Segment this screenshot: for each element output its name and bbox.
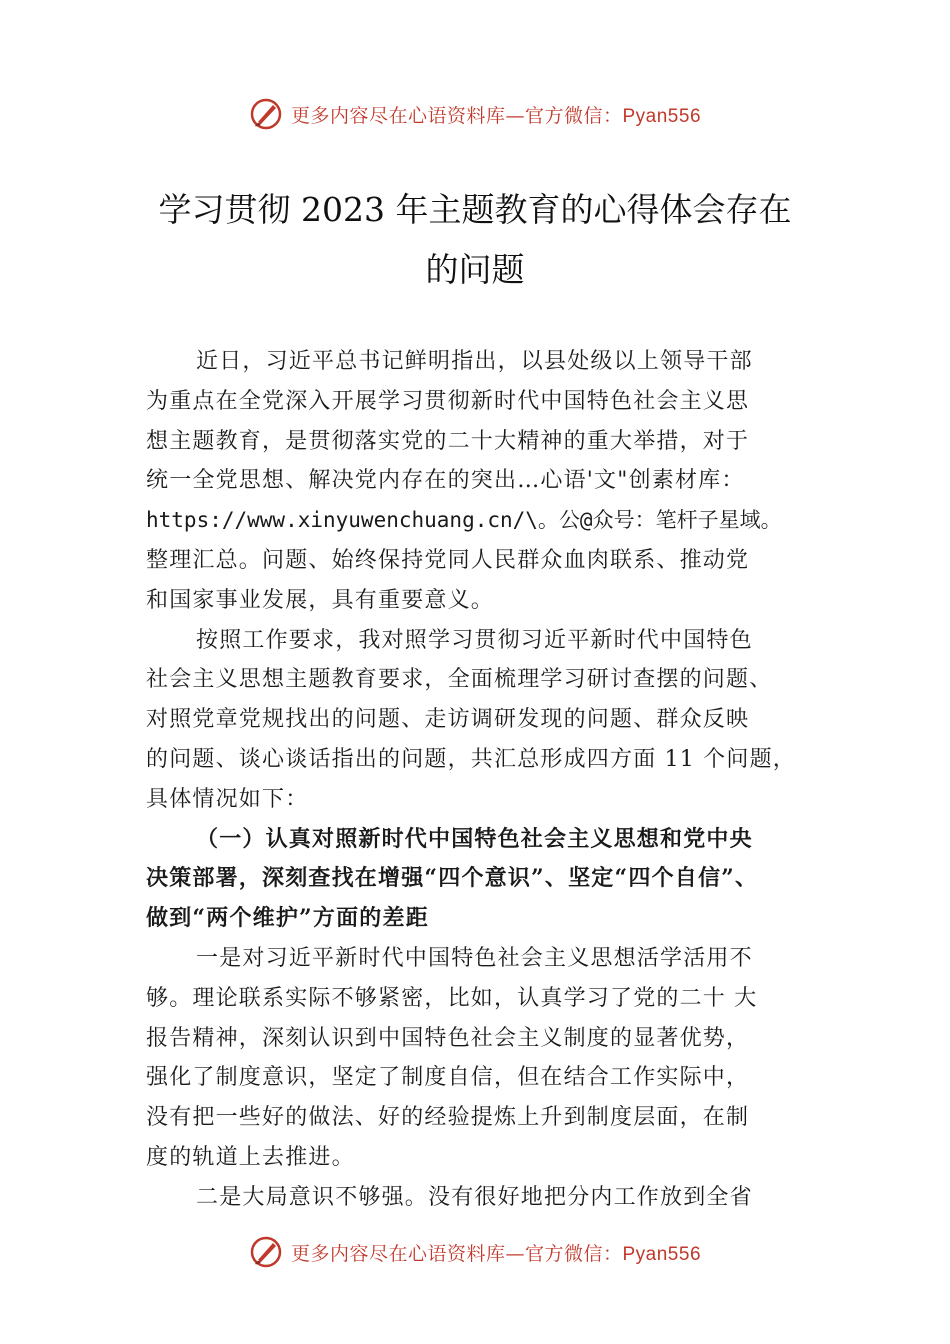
brush-logo-icon	[249, 1235, 283, 1269]
body-line: 近日，习近平总书记鲜明指出，以县处级以上领导干部	[196, 349, 753, 374]
body-line: 为重点在全党深入开展学习贯彻新时代中国特色社会主义思	[146, 388, 750, 414]
banner-text: 更多内容尽在心语资料库—官方微信：Pyan556	[290, 104, 702, 127]
body-line: 按照工作要求，我对照学习贯彻习近平新时代中国特色	[196, 627, 753, 653]
section-heading-line: 决策部署，深刻查找在增强“四个意识”、坚定“四个自信”、	[146, 865, 759, 892]
document-body	[146, 342, 826, 1218]
wechat-id: Pyan556	[622, 1243, 702, 1265]
body-line: 一是对习近平新时代中国特色社会主义思想活学活用不	[196, 945, 753, 971]
body-line: 和国家事业发展，具有重要意义。	[146, 587, 495, 613]
section-heading-line: 做到“两个维护”方面的差距	[146, 905, 429, 932]
body-line: 对照党章党规找出的问题、走访调研发现的问题、群众反映	[146, 707, 750, 733]
body-line: 整理汇总。问题、始终保持党同人民群众血肉联系、推动党	[146, 547, 750, 573]
body-line: 强化了制度意识，坚定了制度自信，但在结合工作实际中，	[146, 1065, 750, 1091]
body-line: 度的轨道上去推进。	[146, 1144, 355, 1170]
body-line: 二是大局意识不够强。没有很好地把分内工作放到全省	[196, 1184, 753, 1210]
body-line: 社会主义思想主题教育要求，全面梳理学习研讨查摆的问题、	[146, 667, 773, 693]
footer-banner	[0, 1232, 950, 1272]
body-line: 想主题教育，是贯彻落实党的二十大精神的重大举措，对于	[146, 428, 750, 454]
document-title	[100, 180, 850, 300]
body-line: 具体情况如下：	[146, 786, 309, 812]
title-line-2: 的问题	[425, 250, 525, 289]
body-line: 报告精神，深刻认识到中国特色社会主义制度的显著优势，	[146, 1025, 750, 1051]
body-line: 够。理论联系实际不够紧密，比如，认真学习了党的二十 大	[146, 985, 758, 1011]
title-line-1: 学习贯彻 2023 年主题教育的心得体会存在	[158, 190, 792, 229]
header-banner	[0, 94, 950, 134]
brush-logo-icon	[249, 97, 283, 131]
body-line: https://www.xinyuwenchuang.cn/\。公@众号：笔杆子星域。	[146, 508, 782, 533]
banner-text: 更多内容尽在心语资料库—官方微信：Pyan556	[290, 1242, 702, 1265]
body-line: 统一全党思想、解决党内存在的突出…心语'文"创素材库：	[146, 468, 745, 494]
section-heading-line: （一）认真对照新时代中国特色社会主义思想和党中央	[196, 825, 753, 852]
body-line: 的问题、谈心谈话指出的问题，共汇总形成四方面 11 个问题，	[146, 746, 796, 772]
wechat-id: Pyan556	[622, 105, 702, 127]
body-line: 没有把一些好的做法、好的经验提炼上升到制度层面，在制	[146, 1105, 750, 1131]
